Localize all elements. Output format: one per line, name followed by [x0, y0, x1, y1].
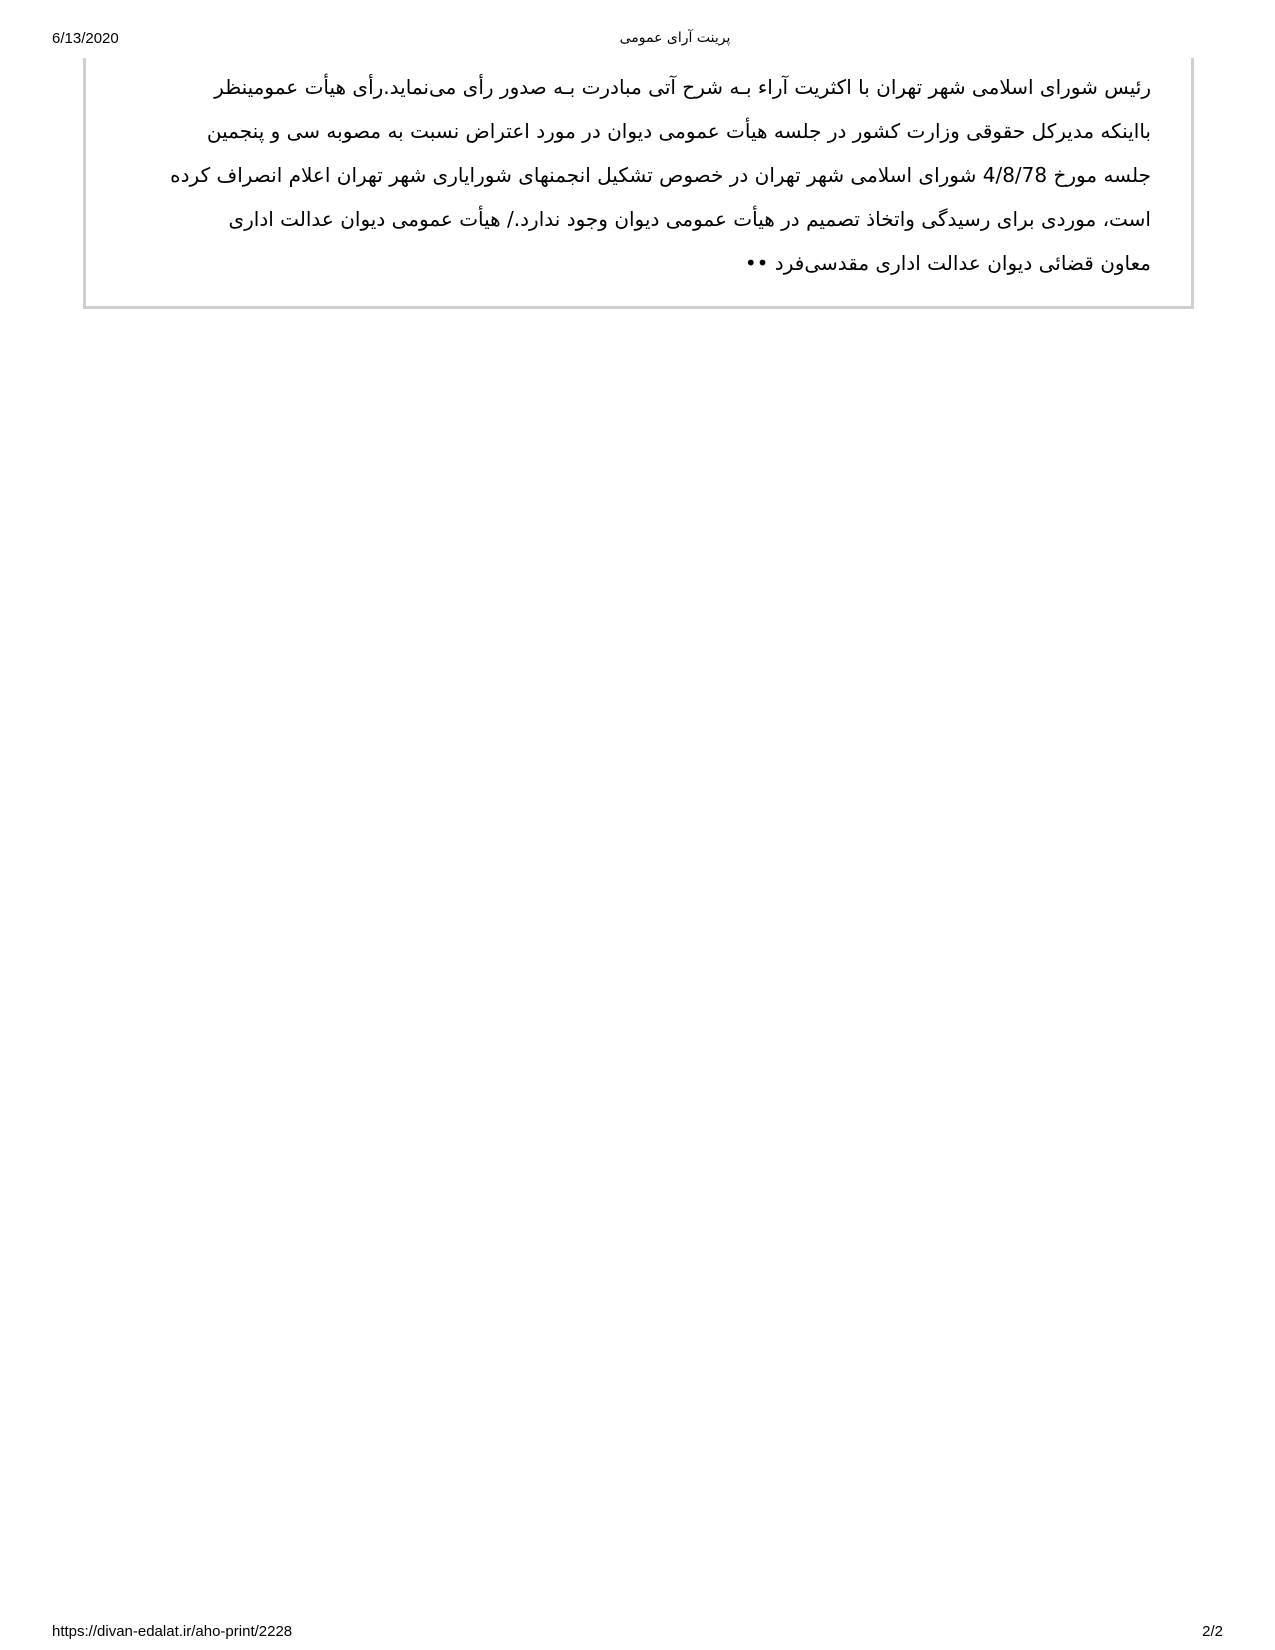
footer-url: https://divan-edalat.ir/aho-print/2228 [52, 1623, 293, 1640]
content-box [83, 58, 1194, 309]
page-number: 2/2 [1202, 1623, 1223, 1640]
text-line: رئیس شورای اسلامی شهر تهران با اکثریت آراء بـه شرح آتی مبادرت بـه صدور رأی می‌نماید.رأی هیأت عمومینظر [214, 75, 1151, 99]
text-line: جلسه مورخ 4/8/78 شورای اسلامی شهر تهران در خصوص تشکیل انجمنهای شورایاری شهر تهران اعلام انصراف کرده [170, 163, 1151, 187]
text-line: معاون قضائی دیوان عدالت اداری مقدسی‌فرد •• [744, 251, 1151, 275]
print-title: پرینت آرای عمومی [619, 30, 731, 46]
ruling-text [121, 65, 1151, 285]
text-line: بااینکه مدیرکل حقوقی وزارت کشور در جلسه هیأت عمومی دیوان در مورد اعتراض نسبت به مصوبه سی و پنجمین [206, 119, 1151, 143]
print-date: 6/13/2020 [52, 30, 119, 47]
text-line: است، موردی برای رسیدگی واتخاذ تصمیم در هیأت عمومی دیوان وجود ندارد./ هیأت عمومی دیوان عدالت اداری [228, 207, 1151, 231]
